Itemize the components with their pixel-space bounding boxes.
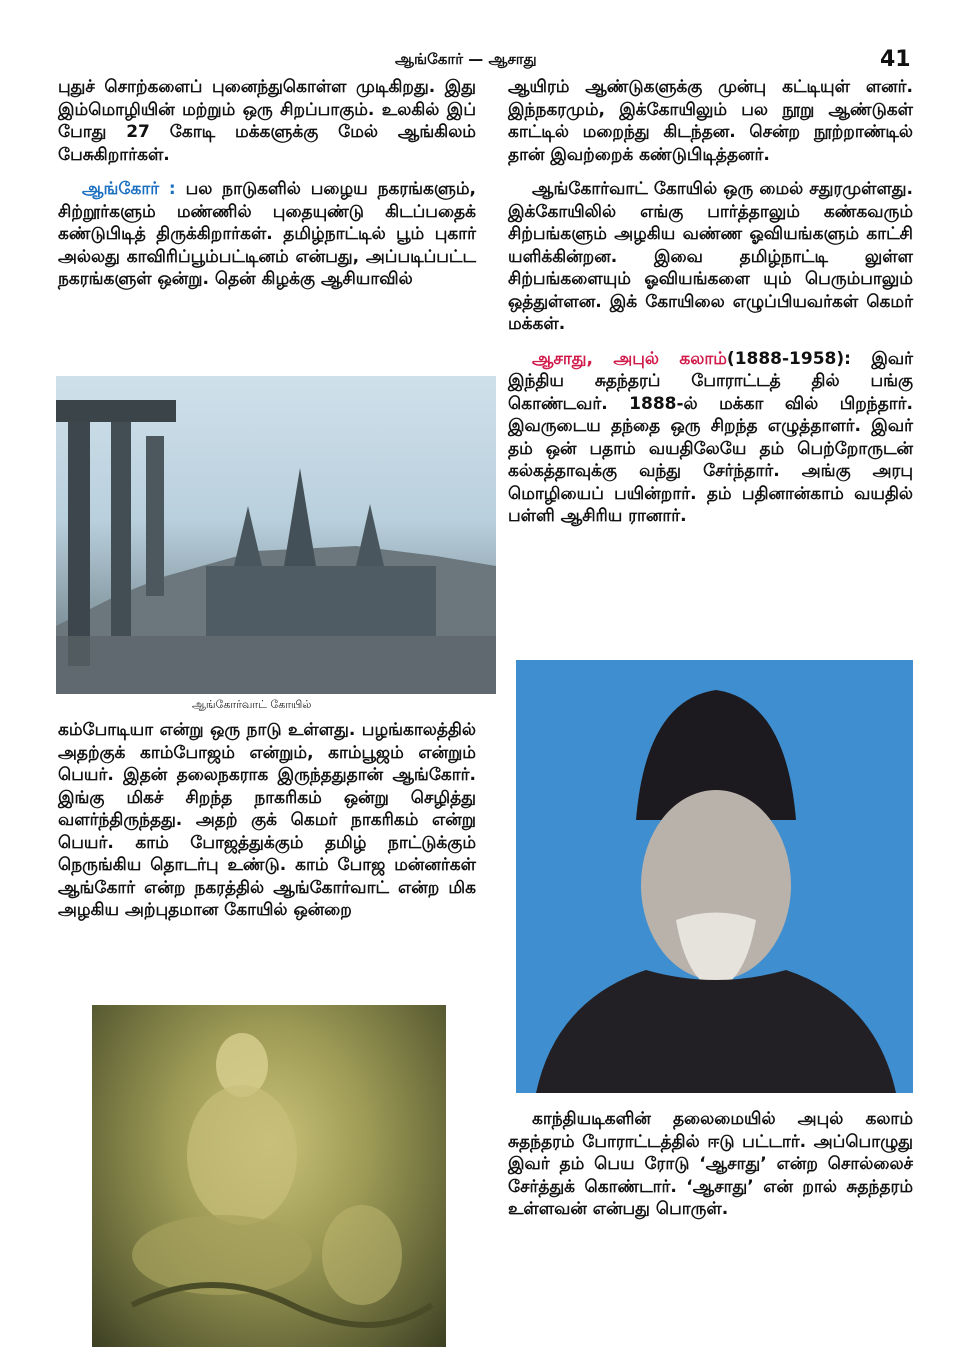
paragraph-english-speakers: புதுச் சொற்களைப் புனைந்துகொள்ள முடிகிறது. இது இம்மொழியின் மற்றும் ஒரு சிறப்பாகும். உலகில் இப் போது 27 கோடி மக்களுக்கு மேல் ஆங்கிலம் பேசுகிறார்கள். bbox=[58, 77, 476, 165]
angkor-heading: ஆங்கோர் : bbox=[82, 179, 176, 199]
relief-illustration bbox=[92, 1005, 446, 1347]
azad-portrait-photo bbox=[516, 660, 913, 1093]
azad-years: (1888-1958): bbox=[726, 348, 851, 369]
paragraph-azad bbox=[508, 348, 913, 528]
paragraph-cambodia: கம்போடியா என்று ஒரு நாடு உள்ளது. பழங்காலத்தில் அதற்குக் காம்போஜம் என்றும், காம்பூஜம் என்றும் பெயர். இதன் தலைநகராக இருந்ததுதான் ஆங்கோர். இங்கு மிகச் சிறந்த நாகரிகம் ஒன்று செழித்து வளர்ந்திருந்தது. அதற் குக் கெமர் நாகரிகம் என்று பெயர். காம் போஜத்துக்கும் தமிழ் நாட்டுக்கும் நெருங்கிய தொடர்பு உண்டு. காம் போஜ மன்னர்கள் ஆங்கோர் என்ற நகரத்தில் ஆங்கோர்வாட் என்ற மிக அழகிய அற்புதமான கோயில் ஒன்றை bbox=[58, 720, 476, 920]
running-header: ஆங்கோர் — ஆசாது bbox=[395, 50, 537, 68]
paragraph-angkor bbox=[58, 178, 476, 291]
right-column-bottom bbox=[508, 1108, 913, 1233]
angkor-wat-photo bbox=[56, 376, 496, 694]
right-column-top bbox=[508, 76, 913, 540]
angkor-text: பல நாடுகளில் பழைய நகரங்களும், சிற்றூர்களும் மண்ணில் புதையுண்டு கிடப்பதைக் கண்டுபிடித் திருக்கிறார்கள். தமிழ்நாட்டில் பூம் புகார் அல்லது காவிரிப்பூம்பட்டினம் என்பது, அப்படிப்பட்ட நகரங்களுள் ஒன்று. தென் கிழக்கு ஆசியாவில் bbox=[58, 179, 476, 289]
azad-portrait-illustration bbox=[516, 660, 913, 1093]
relief-sculpture-photo bbox=[92, 1005, 446, 1347]
angkor-wat-illustration bbox=[56, 376, 496, 694]
page-number: 41 bbox=[880, 47, 911, 72]
azad-text: இவர் இந்திய சுதந்தரப் போராட்டத் தில் பங்கு கொண்டவர். 1888-ல் மக்கா வில் பிறந்தார். இவருடைய தந்தை ஒரு சிறந்த எழுத்தாளர். இவர் தம் ஒன் பதாம் வயதிலேயே தம் பெற்றோருடன் கல்கத்தாவுக்கு வந்து சேர்ந்தார். அங்கு அரபு மொழியைப் பயின்றார். தம் பதினான்காம் வயதில் பள்ளி ஆசிரிய ரானார். bbox=[508, 348, 913, 526]
left-column-top bbox=[58, 76, 476, 303]
azad-heading: ஆசாது, அபுல் கலாம் bbox=[532, 348, 727, 369]
angkor-photo-caption: ஆங்கோர்வாட் கோயில் bbox=[192, 698, 312, 711]
left-column-bottom bbox=[58, 719, 476, 934]
paragraph-angkor-continued: ஆயிரம் ஆண்டுகளுக்கு முன்பு கட்டியுள் ளனர். இந்நகரமும், இக்கோயிலும் பல நூறு ஆண்டுகள் காட்டில் மறைந்து கிடந்தன. சென்ற நூற்றாண்டில் தான் இவற்றைக் கண்டுபிடித்தனர். bbox=[508, 77, 913, 165]
paragraph-azad-name: காந்தியடிகளின் தலைமையில் அபுல் கலாம் சுதந்தரம் போராட்டத்தில் ஈடு பட்டார். அப்பொழுது இவர் தம் பெய ரோடு ‘ஆசாது’ என்ற சொல்லைச் சேர்த்துக் கொண்டார். ‘ஆசாது’ என் றால் சுதந்தரம் உள்ளவன் என்பது பொருள். bbox=[508, 1109, 913, 1219]
paragraph-angkor-wat: ஆங்கோர்வாட் கோயில் ஒரு மைல் சதுரமுள்ளது. இக்கோயிலில் எங்கு பார்த்தாலும் கண்கவரும் சிற்பங்களும் அழகிய வண்ண ஓவியங்களும் காட்சி யளிக்கின்றன. இவை தமிழ்நாட்டி லுள்ள சிற்பங்களையும் ஓவியங்களை யும் பெரும்பாலும் ஒத்துள்ளன. இக் கோயிலை எழுப்பியவர்கள் கெமர் மக்கள். bbox=[508, 179, 913, 334]
